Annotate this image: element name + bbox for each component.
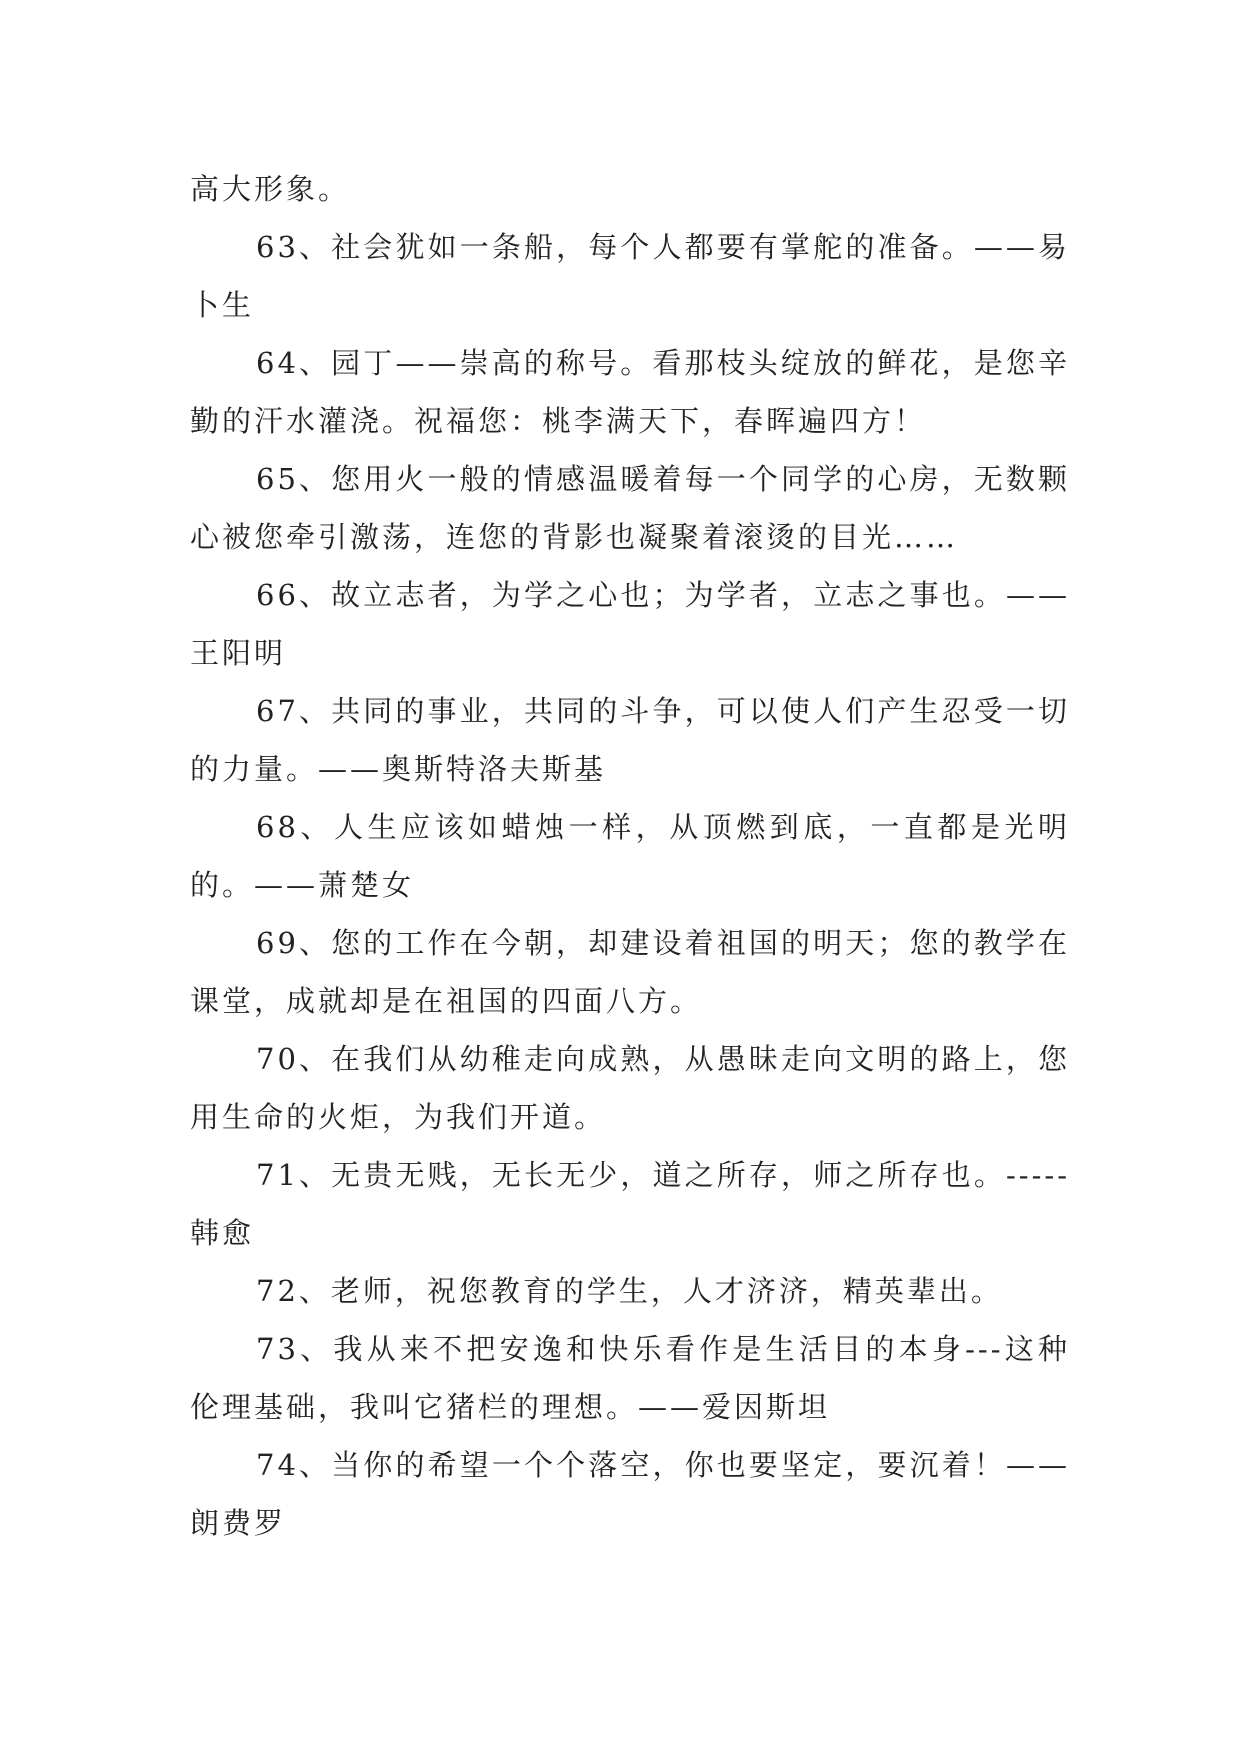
quote-68: 68、人生应该如蜡烛一样，从顶燃到底，一直都是光明的。——萧楚女	[190, 810, 1070, 902]
quote-74: 74、当你的希望一个个落空，你也要坚定，要沉着！——朗费罗	[190, 1448, 1070, 1540]
quote-73: 73、我从来不把安逸和快乐看作是生活目的本身---这种伦理基础，我叫它猪栏的理想。——爱因斯坦	[190, 1332, 1070, 1424]
quote-71: 71、无贵无贱，无长无少，道之所存，师之所存也。-----韩愈	[190, 1158, 1070, 1250]
quote-64: 64、园丁——崇高的称号。看那枝头绽放的鲜花，是您辛勤的汗水灌浇。祝福您：桃李满天下，春晖遍四方！	[190, 346, 1070, 438]
paragraph-continuation: 高大形象。	[190, 172, 351, 206]
quote-69: 69、您的工作在今朝，却建设着祖国的明天；您的教学在课堂，成就却是在祖国的四面八方。	[190, 926, 1070, 1018]
quote-63: 63、社会犹如一条船，每个人都要有掌舵的准备。——易卜生	[190, 230, 1070, 322]
document-body	[190, 160, 1070, 1552]
quote-72: 72、老师，祝您教育的学生，人才济济，精英辈出。	[256, 1274, 1003, 1308]
quote-67: 67、共同的事业，共同的斗争，可以使人们产生忍受一切的力量。——奥斯特洛夫斯基	[190, 694, 1070, 786]
quote-65: 65、您用火一般的情感温暖着每一个同学的心房，无数颗心被您牵引激荡，连您的背影也凝聚着滚烫的目光……	[190, 462, 1070, 554]
quote-70: 70、在我们从幼稚走向成熟，从愚昧走向文明的路上，您用生命的火炬，为我们开道。	[190, 1042, 1070, 1134]
quote-66: 66、故立志者，为学之心也；为学者，立志之事也。——王阳明	[190, 578, 1070, 670]
